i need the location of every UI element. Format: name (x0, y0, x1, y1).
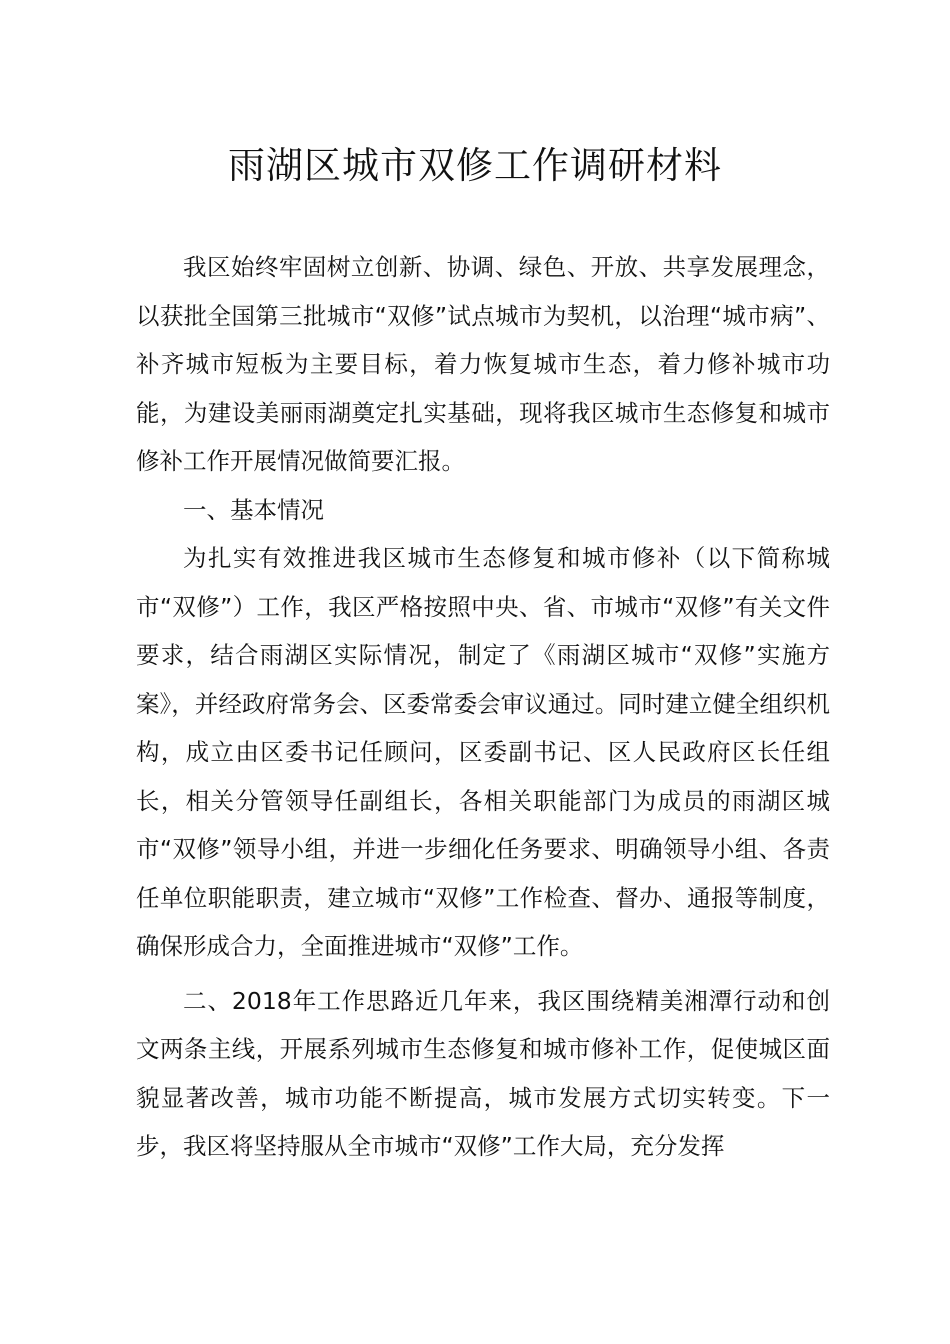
document-body (136, 243, 830, 1171)
intro-paragraph: 我区始终牢固树立创新、协调、绿色、开放、共享发展理念，以获批全国第三批城市“双修”试点城市为契机，以治理“城市病”、补齐城市短板为主要目标，着力恢复城市生态，着力修补城市功能，为建设美丽雨湖奠定扎实基础，现将我区城市生态修复和城市修补工作开展情况做简要汇报。 (136, 253, 830, 475)
document-title: 雨湖区城市双修工作调研材料 (228, 144, 722, 187)
basic-situation-paragraph: 为扎实有效推进我区城市生态修复和城市修补（以下简称城市“双修”）工作，我区严格按照中央、省、市城市“双修”有关文件要求，结合雨湖区实际情况，制定了《雨湖区城市“双修”实施方案》，并经政府常务会、区委常委会审议通过。同时建立健全组织机构，成立由区委书记任顾问，区委副书记、区人民政府区长任组长，相关分管领导任副组长，各相关职能部门为成员的雨湖区城市“双修”领导小组，并进一步细化任务要求、明确领导小组、各责任单位职能职责，建立城市“双修”工作检查、督办、通报等制度，确保形成合力，全面推进城市“双修”工作。 (136, 544, 830, 960)
section-heading-basic-situation: 一、基本情况 (183, 495, 324, 524)
work-plan-paragraph: 二、2018年工作思路近几年来，我区围绕精美湘潭行动和创文两条主线，开展系列城市生态修复和城市修补工作，促使城区面貌显著改善，城市功能不断提高，城市发展方式切实转变。下一步，我区将坚持服从全市城市“双修”工作大局，充分发挥 (136, 986, 830, 1160)
